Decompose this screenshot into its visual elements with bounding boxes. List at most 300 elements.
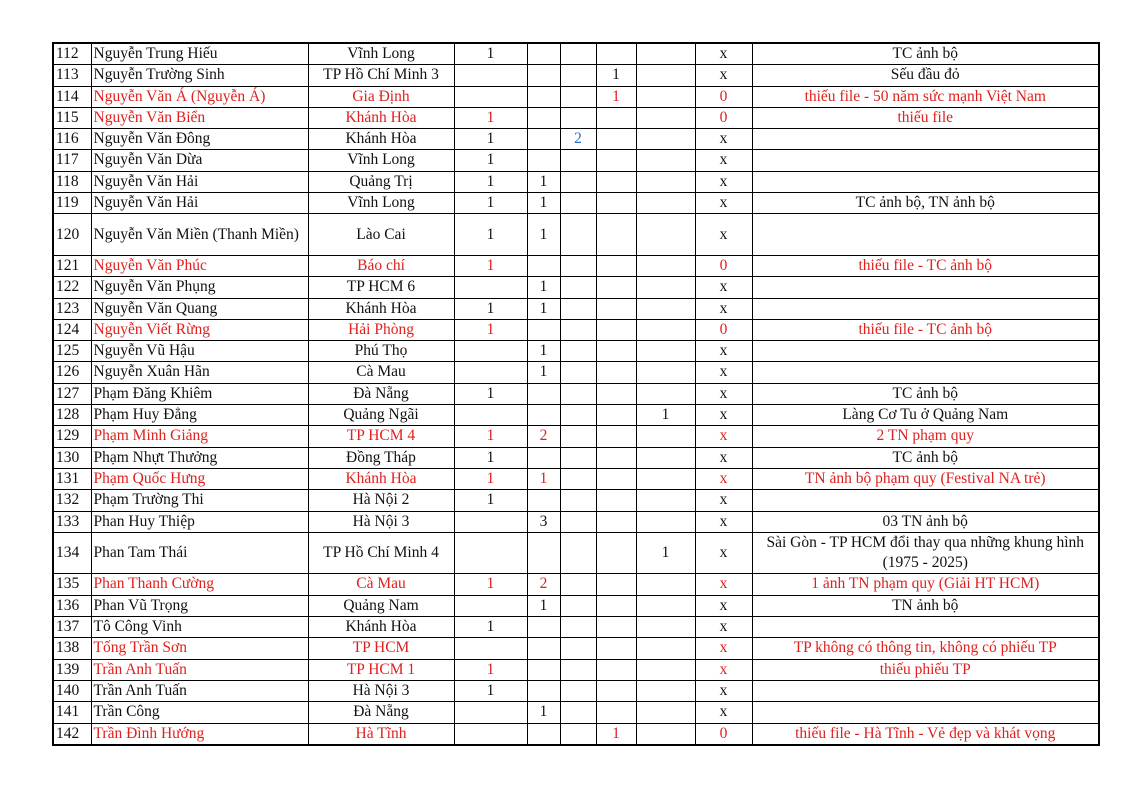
row-number: 124 — [53, 319, 91, 340]
count-col-2 — [527, 150, 560, 171]
table-body — [53, 43, 1099, 745]
count-col-2: 1 — [527, 468, 560, 489]
count-col-5 — [636, 129, 695, 150]
note-cell — [752, 617, 1099, 638]
table-row — [53, 659, 1099, 680]
entrant-unit: Hải Phòng — [308, 319, 454, 340]
status-mark: x — [695, 341, 752, 362]
count-col-5 — [636, 659, 695, 680]
count-col-4 — [596, 405, 636, 426]
count-col-3 — [560, 362, 596, 383]
count-col-1 — [454, 702, 527, 723]
row-number: 120 — [53, 214, 91, 256]
count-col-3 — [560, 298, 596, 319]
status-mark: x — [695, 362, 752, 383]
entrant-unit: Khánh Hòa — [308, 129, 454, 150]
row-number: 118 — [53, 171, 91, 192]
entrant-unit: Đà Nẵng — [308, 702, 454, 723]
count-col-5 — [636, 638, 695, 659]
row-number: 123 — [53, 298, 91, 319]
status-mark: 0 — [695, 319, 752, 340]
entrant-name: Phạm Minh Giảng — [91, 426, 308, 447]
note-cell — [752, 129, 1099, 150]
count-col-4 — [596, 659, 636, 680]
entrant-name: Nguyễn Văn Phụng — [91, 277, 308, 298]
count-col-4: 1 — [596, 65, 636, 86]
note-cell: thiếu file - 50 năm sức mạnh Việt Nam — [752, 86, 1099, 107]
status-mark: x — [695, 638, 752, 659]
entrant-unit: Hà Nội 3 — [308, 511, 454, 532]
entries-table — [52, 42, 1100, 746]
table-row — [53, 468, 1099, 489]
table-row — [53, 702, 1099, 723]
count-col-5 — [636, 702, 695, 723]
row-number: 113 — [53, 65, 91, 86]
status-mark: 0 — [695, 255, 752, 276]
row-number: 138 — [53, 638, 91, 659]
status-mark: x — [695, 193, 752, 214]
entrant-unit: TP HCM — [308, 638, 454, 659]
row-number: 131 — [53, 468, 91, 489]
note-cell: 03 TN ảnh bộ — [752, 511, 1099, 532]
entrant-unit: TP HCM 6 — [308, 277, 454, 298]
table-row — [53, 362, 1099, 383]
entrant-name: Nguyễn Trung Hiếu — [91, 43, 308, 65]
table-row — [53, 150, 1099, 171]
status-mark: x — [695, 595, 752, 616]
entrant-unit: Vĩnh Long — [308, 43, 454, 65]
entrant-name: Phạm Đăng Khiêm — [91, 383, 308, 404]
count-col-5 — [636, 193, 695, 214]
note-cell: Sếu đầu đỏ — [752, 65, 1099, 86]
count-col-2 — [527, 723, 560, 745]
count-col-1: 1 — [454, 214, 527, 256]
count-col-3 — [560, 341, 596, 362]
count-col-3 — [560, 214, 596, 256]
status-mark: x — [695, 447, 752, 468]
status-mark: x — [695, 574, 752, 595]
table-row — [53, 86, 1099, 107]
entrant-unit: Quảng Nam — [308, 595, 454, 616]
status-mark: x — [695, 702, 752, 723]
note-cell: thiếu file - TC ảnh bộ — [752, 319, 1099, 340]
count-col-1: 1 — [454, 426, 527, 447]
count-col-1: 1 — [454, 574, 527, 595]
note-cell: TC ảnh bộ — [752, 447, 1099, 468]
entrant-name: Trần Anh Tuấn — [91, 659, 308, 680]
count-col-1 — [454, 723, 527, 745]
count-col-1 — [454, 595, 527, 616]
table-row — [53, 255, 1099, 276]
count-col-1 — [454, 362, 527, 383]
entrant-name: Tô Công Vinh — [91, 617, 308, 638]
count-col-5 — [636, 680, 695, 701]
note-cell — [752, 298, 1099, 319]
count-col-1: 1 — [454, 171, 527, 192]
row-number: 122 — [53, 277, 91, 298]
count-col-5 — [636, 65, 695, 86]
table-row — [53, 574, 1099, 595]
count-col-3 — [560, 277, 596, 298]
entrant-name: Nguyễn Vũ Hậu — [91, 341, 308, 362]
row-number: 114 — [53, 86, 91, 107]
count-col-3 — [560, 86, 596, 107]
row-number: 127 — [53, 383, 91, 404]
table-row — [53, 426, 1099, 447]
note-cell — [752, 171, 1099, 192]
count-col-3 — [560, 255, 596, 276]
entrant-unit: Đồng Tháp — [308, 447, 454, 468]
status-mark: x — [695, 383, 752, 404]
note-cell: Sài Gòn - TP HCM đổi thay qua những khung hình (1975 - 2025) — [752, 532, 1099, 574]
count-col-4 — [596, 511, 636, 532]
count-col-1 — [454, 65, 527, 86]
count-col-1: 1 — [454, 659, 527, 680]
count-col-5 — [636, 574, 695, 595]
note-cell — [752, 702, 1099, 723]
table-row — [53, 171, 1099, 192]
row-number: 132 — [53, 490, 91, 511]
count-col-4 — [596, 680, 636, 701]
count-col-3 — [560, 702, 596, 723]
entrant-name: Nguyễn Văn Hải — [91, 193, 308, 214]
entrant-unit: TP HCM 4 — [308, 426, 454, 447]
status-mark: x — [695, 129, 752, 150]
row-number: 135 — [53, 574, 91, 595]
entrant-name: Nguyễn Văn Dừa — [91, 150, 308, 171]
count-col-2 — [527, 86, 560, 107]
count-col-4 — [596, 319, 636, 340]
table-row — [53, 447, 1099, 468]
count-col-5 — [636, 171, 695, 192]
table-row — [53, 277, 1099, 298]
row-number: 121 — [53, 255, 91, 276]
count-col-2: 3 — [527, 511, 560, 532]
entrant-name: Phan Thanh Cường — [91, 574, 308, 595]
table-row — [53, 638, 1099, 659]
count-col-5 — [636, 490, 695, 511]
count-col-3: 2 — [560, 129, 596, 150]
count-col-3 — [560, 574, 596, 595]
count-col-1: 1 — [454, 447, 527, 468]
count-col-2 — [527, 43, 560, 65]
note-cell: thiếu file - TC ảnh bộ — [752, 255, 1099, 276]
count-col-3 — [560, 680, 596, 701]
count-col-1: 1 — [454, 129, 527, 150]
count-col-3 — [560, 43, 596, 65]
count-col-5 — [636, 511, 695, 532]
entrant-unit: Khánh Hòa — [308, 617, 454, 638]
count-col-4 — [596, 171, 636, 192]
count-col-3 — [560, 193, 596, 214]
count-col-4 — [596, 214, 636, 256]
entrant-name: Nguyễn Văn Phúc — [91, 255, 308, 276]
count-col-3 — [560, 595, 596, 616]
count-col-1: 1 — [454, 383, 527, 404]
entrant-name: Nguyễn Văn Á (Nguyễn Á) — [91, 86, 308, 107]
count-col-2 — [527, 129, 560, 150]
count-col-2: 1 — [527, 298, 560, 319]
status-mark: x — [695, 214, 752, 256]
entrant-name: Nguyễn Văn Miền (Thanh Miền) — [91, 214, 308, 256]
count-col-4 — [596, 574, 636, 595]
count-col-3 — [560, 490, 596, 511]
row-number: 141 — [53, 702, 91, 723]
note-cell: thiếu file — [752, 107, 1099, 128]
note-cell — [752, 214, 1099, 256]
count-col-1: 1 — [454, 193, 527, 214]
count-col-3 — [560, 405, 596, 426]
table-row — [53, 129, 1099, 150]
count-col-5 — [636, 255, 695, 276]
entrant-name: Phạm Nhựt Thưởng — [91, 447, 308, 468]
note-cell: TN ảnh bộ — [752, 595, 1099, 616]
count-col-2 — [527, 617, 560, 638]
count-col-5 — [636, 447, 695, 468]
count-col-5 — [636, 383, 695, 404]
status-mark: 0 — [695, 86, 752, 107]
status-mark: x — [695, 511, 752, 532]
count-col-1 — [454, 277, 527, 298]
count-col-2 — [527, 319, 560, 340]
count-col-5 — [636, 277, 695, 298]
count-col-5 — [636, 214, 695, 256]
count-col-5 — [636, 107, 695, 128]
entrant-unit: Đà Nẵng — [308, 383, 454, 404]
count-col-2 — [527, 490, 560, 511]
table-row — [53, 214, 1099, 256]
note-cell: Làng Cơ Tu ở Quảng Nam — [752, 405, 1099, 426]
row-number: 125 — [53, 341, 91, 362]
status-mark: x — [695, 298, 752, 319]
status-mark: x — [695, 426, 752, 447]
entrant-name: Nguyễn Văn Đông — [91, 129, 308, 150]
entrant-name: Trần Anh Tuấn — [91, 680, 308, 701]
table-row — [53, 532, 1099, 574]
count-col-5 — [636, 723, 695, 745]
note-cell — [752, 490, 1099, 511]
count-col-4: 1 — [596, 723, 636, 745]
count-col-4 — [596, 150, 636, 171]
count-col-4 — [596, 43, 636, 65]
note-cell: TP không có thông tin, không có phiếu TP — [752, 638, 1099, 659]
row-number: 133 — [53, 511, 91, 532]
count-col-1 — [454, 511, 527, 532]
status-mark: 0 — [695, 723, 752, 745]
status-mark: x — [695, 43, 752, 65]
count-col-5 — [636, 86, 695, 107]
entrant-unit: Lào Cai — [308, 214, 454, 256]
status-mark: x — [695, 490, 752, 511]
count-col-1 — [454, 86, 527, 107]
count-col-4 — [596, 341, 636, 362]
count-col-2 — [527, 65, 560, 86]
entrant-unit: Cà Mau — [308, 362, 454, 383]
count-col-2: 1 — [527, 214, 560, 256]
entrant-name: Phạm Huy Đẳng — [91, 405, 308, 426]
count-col-1: 1 — [454, 680, 527, 701]
table-row — [53, 319, 1099, 340]
entrant-name: Nguyễn Văn Hải — [91, 171, 308, 192]
count-col-1: 1 — [454, 43, 527, 65]
count-col-1: 1 — [454, 468, 527, 489]
count-col-2: 2 — [527, 574, 560, 595]
count-col-2: 1 — [527, 277, 560, 298]
count-col-2 — [527, 383, 560, 404]
status-mark: x — [695, 680, 752, 701]
count-col-4 — [596, 595, 636, 616]
status-mark: x — [695, 65, 752, 86]
row-number: 117 — [53, 150, 91, 171]
count-col-1: 1 — [454, 298, 527, 319]
status-mark: x — [695, 277, 752, 298]
count-col-3 — [560, 723, 596, 745]
entrant-unit: Vĩnh Long — [308, 150, 454, 171]
note-cell: thiếu file - Hà Tĩnh - Vẻ đẹp và khát vọng — [752, 723, 1099, 745]
entrant-unit: Gia Định — [308, 86, 454, 107]
count-col-3 — [560, 468, 596, 489]
count-col-1 — [454, 405, 527, 426]
status-mark: x — [695, 659, 752, 680]
row-number: 119 — [53, 193, 91, 214]
count-col-2: 1 — [527, 171, 560, 192]
count-col-4 — [596, 490, 636, 511]
count-col-2 — [527, 659, 560, 680]
status-mark: x — [695, 617, 752, 638]
count-col-4 — [596, 617, 636, 638]
row-number: 112 — [53, 43, 91, 65]
note-cell: 2 TN phạm quy — [752, 426, 1099, 447]
entrant-unit: TP Hồ Chí Minh 4 — [308, 532, 454, 574]
note-cell: TC ảnh bộ — [752, 383, 1099, 404]
count-col-3 — [560, 65, 596, 86]
count-col-2: 1 — [527, 595, 560, 616]
note-cell: TC ảnh bộ — [752, 43, 1099, 65]
note-cell: TN ảnh bộ phạm quy (Festival NA trẻ) — [752, 468, 1099, 489]
entrant-unit: Hà Nội 3 — [308, 680, 454, 701]
status-mark: x — [695, 468, 752, 489]
count-col-2: 2 — [527, 426, 560, 447]
entrant-unit: Cà Mau — [308, 574, 454, 595]
entrant-unit: TP HCM 1 — [308, 659, 454, 680]
entrant-unit: Quảng Ngãi — [308, 405, 454, 426]
count-col-2: 1 — [527, 193, 560, 214]
entrant-unit: Khánh Hòa — [308, 298, 454, 319]
count-col-2 — [527, 532, 560, 574]
entrant-name: Nguyễn Văn Biển — [91, 107, 308, 128]
count-col-5 — [636, 595, 695, 616]
count-col-5: 1 — [636, 532, 695, 574]
note-cell — [752, 680, 1099, 701]
table-row — [53, 490, 1099, 511]
entrant-name: Phan Huy Thiệp — [91, 511, 308, 532]
count-col-4 — [596, 426, 636, 447]
status-mark: x — [695, 532, 752, 574]
entrant-unit: Quảng Trị — [308, 171, 454, 192]
count-col-4 — [596, 129, 636, 150]
count-col-2 — [527, 107, 560, 128]
count-col-3 — [560, 426, 596, 447]
row-number: 142 — [53, 723, 91, 745]
count-col-4 — [596, 383, 636, 404]
row-number: 116 — [53, 129, 91, 150]
table-row — [53, 107, 1099, 128]
count-col-4 — [596, 255, 636, 276]
entrant-name: Nguyễn Trường Sinh — [91, 65, 308, 86]
count-col-1: 1 — [454, 255, 527, 276]
count-col-2: 1 — [527, 702, 560, 723]
count-col-5 — [636, 426, 695, 447]
entrant-unit: Hà Tĩnh — [308, 723, 454, 745]
count-col-3 — [560, 511, 596, 532]
count-col-3 — [560, 638, 596, 659]
table-row — [53, 680, 1099, 701]
row-number: 134 — [53, 532, 91, 574]
count-col-1: 1 — [454, 150, 527, 171]
count-col-5 — [636, 298, 695, 319]
table-row — [53, 298, 1099, 319]
count-col-3 — [560, 319, 596, 340]
count-col-4 — [596, 277, 636, 298]
count-col-4: 1 — [596, 86, 636, 107]
count-col-3 — [560, 659, 596, 680]
note-cell: 1 ảnh TN phạm quy (Giải HT HCM) — [752, 574, 1099, 595]
status-mark: x — [695, 150, 752, 171]
entrant-name: Nguyễn Văn Quang — [91, 298, 308, 319]
table-row — [53, 723, 1099, 745]
count-col-2 — [527, 680, 560, 701]
count-col-4 — [596, 362, 636, 383]
count-col-1: 1 — [454, 319, 527, 340]
entrant-name: Trần Đình Hướng — [91, 723, 308, 745]
count-col-3 — [560, 447, 596, 468]
entrant-unit: TP Hồ Chí Minh 3 — [308, 65, 454, 86]
count-col-5 — [636, 150, 695, 171]
entrant-name: Phạm Trường Thi — [91, 490, 308, 511]
count-col-3 — [560, 383, 596, 404]
count-col-1: 1 — [454, 107, 527, 128]
table-row — [53, 511, 1099, 532]
count-col-4 — [596, 107, 636, 128]
count-col-4 — [596, 702, 636, 723]
entrant-unit: Báo chí — [308, 255, 454, 276]
entrant-unit: Phú Thọ — [308, 341, 454, 362]
entrant-unit: Khánh Hòa — [308, 468, 454, 489]
table-row — [53, 193, 1099, 214]
entrant-name: Nguyễn Xuân Hãn — [91, 362, 308, 383]
count-col-5 — [636, 362, 695, 383]
count-col-4 — [596, 193, 636, 214]
row-number: 115 — [53, 107, 91, 128]
table-row — [53, 43, 1099, 65]
count-col-3 — [560, 171, 596, 192]
entrant-name: Trần Công — [91, 702, 308, 723]
count-col-1 — [454, 341, 527, 362]
status-mark: 0 — [695, 107, 752, 128]
count-col-1 — [454, 532, 527, 574]
entrant-name: Phạm Quốc Hưng — [91, 468, 308, 489]
count-col-1: 1 — [454, 617, 527, 638]
entrant-unit: Hà Nội 2 — [308, 490, 454, 511]
count-col-4 — [596, 638, 636, 659]
count-col-4 — [596, 532, 636, 574]
count-col-2 — [527, 255, 560, 276]
entrant-unit: Khánh Hòa — [308, 107, 454, 128]
note-cell: thiếu phiếu TP — [752, 659, 1099, 680]
note-cell — [752, 362, 1099, 383]
count-col-1 — [454, 638, 527, 659]
row-number: 136 — [53, 595, 91, 616]
